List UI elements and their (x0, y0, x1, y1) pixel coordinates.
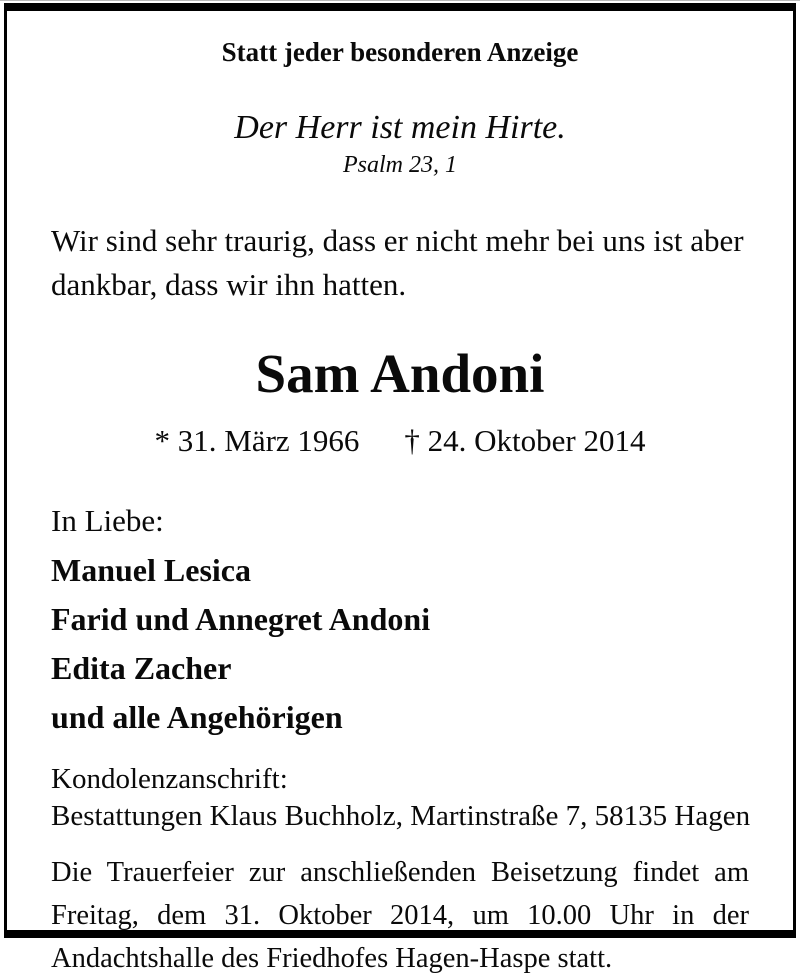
funeral-line-1: Die Trauerfeier zur anschließenden Beisetzung findet am (51, 857, 749, 888)
birth-date: * 31. März 1966 (154, 423, 360, 458)
life-dates (51, 423, 749, 459)
bible-quote: Der Herr ist mein Hirte. (234, 109, 566, 146)
funeral-line-3: Andachtshalle des Friedhofes Hagen-Haspe statt. (51, 943, 613, 974)
funeral-announcement (51, 851, 749, 980)
bible-quote-source: Psalm 23, 1 (343, 152, 457, 178)
mourner-name: Edita Zacher (51, 650, 232, 686)
condolence-address: Bestattungen Klaus Buchholz, Martinstraße 7, 58135 Hagen (51, 800, 751, 832)
condolence-block (51, 761, 749, 835)
notice-header: Statt jeder besonderen Anzeige (221, 37, 579, 67)
intro-line-1: Wir sind sehr traurig, dass er nicht mehr bei uns ist aber (51, 223, 744, 258)
notice-content (7, 11, 793, 974)
mourner-name: Farid und Annegret Andoni (51, 601, 431, 637)
notice-frame (4, 3, 796, 974)
deceased-name: Sam Andoni (255, 343, 545, 404)
condolence-label: Kondolenzanschrift: (51, 763, 288, 795)
intro-paragraph (51, 219, 749, 307)
intro-line-2: dankbar, dass wir ihn hatten. (51, 267, 407, 302)
mourners-intro: In Liebe: (51, 503, 164, 538)
mourners-list (51, 553, 749, 735)
mourner-name: und alle Angehörigen (51, 699, 343, 735)
funeral-line-2: Freitag, dem 31. Oktober 2014, um 10.00 Uhr in der (51, 900, 749, 931)
death-date: † 24. Oktober 2014 (404, 423, 646, 458)
mourner-name: Manuel Lesica (51, 552, 251, 588)
